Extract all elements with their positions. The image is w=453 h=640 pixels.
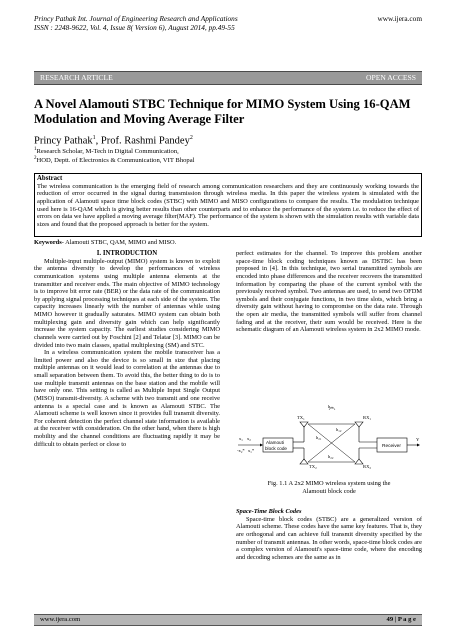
channel-gain-h11: h₁₁ xyxy=(328,404,334,409)
input-symbol-x2: x₂ xyxy=(247,436,251,441)
abstract-text: The wireless communication is the emerging field of research among communication researchers and they are continuously working towards the reduction of error occurred in the signal during transmission through wireless media. In this paper the wireless system is simulated with the application of Alamouti space time block codes (STBC) with MIMO and MISO configurations to compare the results. The modulation technique used here is 16-QAM which is giving better results than other counterparts and to enhance the performance of the system i.e. to reduce the effect of errors on data we have applied a moving average filter(MAF). The performance of the system is shown with the simulation results with variable data sizes and found that the proposed approach is better for the system. xyxy=(37,182,419,228)
affiliation-1-mark: 1 xyxy=(34,147,37,152)
running-header xyxy=(34,14,422,38)
figure-caption-line-2: Alamouti block code xyxy=(302,487,356,495)
keywords-text: - Alamouti STBC, QAM, MIMO and MISO. xyxy=(61,239,177,246)
page-footer xyxy=(34,614,422,626)
journal-citation xyxy=(34,14,238,32)
tx2-label: TX₂ xyxy=(309,464,317,469)
affiliation-2-mark: 2 xyxy=(34,156,37,161)
author-2: , Prof. Rashmi Pandey xyxy=(95,135,190,147)
journal-website[interactable]: www.ijera.com xyxy=(377,14,422,23)
intro-paragraph-1: Multiple-input multiple-output (MIMO) system is known to exploit the antenna diversity to develop the performances of wireless communication systems using multiple antenna elements at the transmitter and receiver ends. The main objective of MIMO technology is to improve bit error rate (BER) or the data rate of the communication by applying signal processing techniques at each side of the system. The capacity increases linearly with the number of antennas while using MIMO however it gradually saturates. MIMO system can obtain both multiplexing gain and diversity gain which can help significantly increase the system capacity. The earliest studies considering MIMO channels were carried out by Foschini [2] and Telatar [3]. MIMO can be divided into two main classes, spatial multiplexing (SM) and STC. xyxy=(34,257,220,349)
abstract-box xyxy=(34,173,422,237)
input-symbol-neg-x2-conj: -x₂* xyxy=(237,448,245,453)
affiliation-2-text: HOD, Deptt. of Electronics & Communication, VIT Bhopal xyxy=(36,157,195,165)
journal-name: Princy Pathak Int. Journal of Engineering Research and Applications xyxy=(34,14,238,23)
paper-title: A Novel Alamouti STBC Technique for MIMO System Using 16-QAM Modulation and Moving Average Filter xyxy=(34,97,411,126)
article-type: RESEARCH ARTICLE xyxy=(40,73,113,82)
article-type-banner xyxy=(34,71,422,85)
intro-paragraph-2: In a wireless communication system the mobile transceiver has a limited power and also the device is so small in size that placing multiple antennas on it would lead to correlation at the antennas due to small separation between them. To avoid this, the better thing to do is to use multiple transmit antennas on the base station and the mobile will have only one. This setting is called as Multiple Input Single Output (MISO) transmit-diversity. A scheme with two transmit and one receive antenna is a special case and is known as Alamouti STBC. The Alamouti scheme is well known since it provides full transmit diversity. For coherent detection the perfect channel state information is available at the receiver with consideration. On the other hand, when there is high mobility and the channel conditions are fluctuating rapidly it may be difficult to obtain perfect or close to xyxy=(34,349,220,448)
output-arrow-head xyxy=(417,444,420,447)
section-heading-stbc: Space-Time Block Codes xyxy=(236,508,302,515)
channel-gain-h12: h₁₂ xyxy=(336,427,342,432)
rx2-antenna-icon xyxy=(355,459,363,464)
stbc-paragraph: Space-time block codes (STBC) are a generalized version of Alamouti scheme. These codes have the same key features. That is, they are orthogonal and can achieve full transmit diversity specified by the number of transmit antennas. In other words, space-time block codes are a complex version of Alamouti's space-time code, where the encoding and decoding schemes are the same as in xyxy=(236,515,422,561)
intro-paragraph-3: perfect estimates for the channel. To improve this problem another space-time block coding techniques known as DSTBC has been proposed in [4]. In this technique, two serial transmitted symbols are encoded into phase differences and the receiver recovers the transmitted information by comparing the phase of the current symbol with the previously received symbol. Two antennas are used, to send two OFDM symbols and their conjugate functions, in two time slots, which bring a diversity gain without having to compromise on the data rate. Through the open air media, the transmitted symbols will suffer from channel fading and at the receiver, their sum would be received. Here is the schematic diagram of an Alamouti wireless system in 2x2 MIMO mode. xyxy=(236,250,422,334)
rx1-antenna-icon xyxy=(355,422,363,427)
access-type: OPEN ACCESS xyxy=(365,73,416,82)
figure-caption xyxy=(236,480,422,496)
rx2-label: RX₂ xyxy=(363,464,371,469)
channel-gain-h22: h₂₂ xyxy=(328,454,334,459)
input-symbol-x1: x₁ xyxy=(239,436,243,441)
left-column xyxy=(34,250,220,448)
figure-caption-line-1: Fig. 1.1 A 2x2 MIMO wireless system using the xyxy=(267,480,391,487)
receiver-label: Receiver xyxy=(382,444,401,449)
affiliation-2 xyxy=(34,155,194,165)
footer-website[interactable]: www.ijera.com xyxy=(40,616,81,623)
abstract-heading: Abstract xyxy=(37,175,63,182)
encoder-label-line-2: block code xyxy=(265,446,287,451)
right-column xyxy=(236,250,422,334)
channel-gain-h21: h₂₁ xyxy=(316,435,322,440)
keywords-label: Keywords xyxy=(34,239,62,246)
output-label: Y xyxy=(416,437,420,442)
mimo-system-diagram xyxy=(236,400,422,472)
encoder-label-line-1: Alamouti xyxy=(266,440,284,445)
input-symbol-x1-conj: x₁* xyxy=(248,448,255,453)
author-1: Princy Pathak xyxy=(34,135,93,147)
rx1-label: RX₁ xyxy=(363,415,371,420)
keywords xyxy=(34,239,176,247)
stbc-section xyxy=(236,505,422,561)
author-1-affil-mark: 1 xyxy=(92,135,96,141)
journal-issn: ISSN : 2248-9622, Vol. 4, Issue 8( Version 6), August 2014, pp.49-55 xyxy=(34,23,235,32)
page-number: 49 | P a g e xyxy=(386,616,416,623)
input-arrow-head xyxy=(260,444,263,447)
author-2-affil-mark: 2 xyxy=(189,135,193,141)
tx1-label: TX₁ xyxy=(297,415,305,420)
affiliation-1-text: Research Scholar, M-Tech in Digital Communication, xyxy=(36,148,179,156)
section-heading-introduction: I. INTRODUCTION xyxy=(96,250,158,257)
